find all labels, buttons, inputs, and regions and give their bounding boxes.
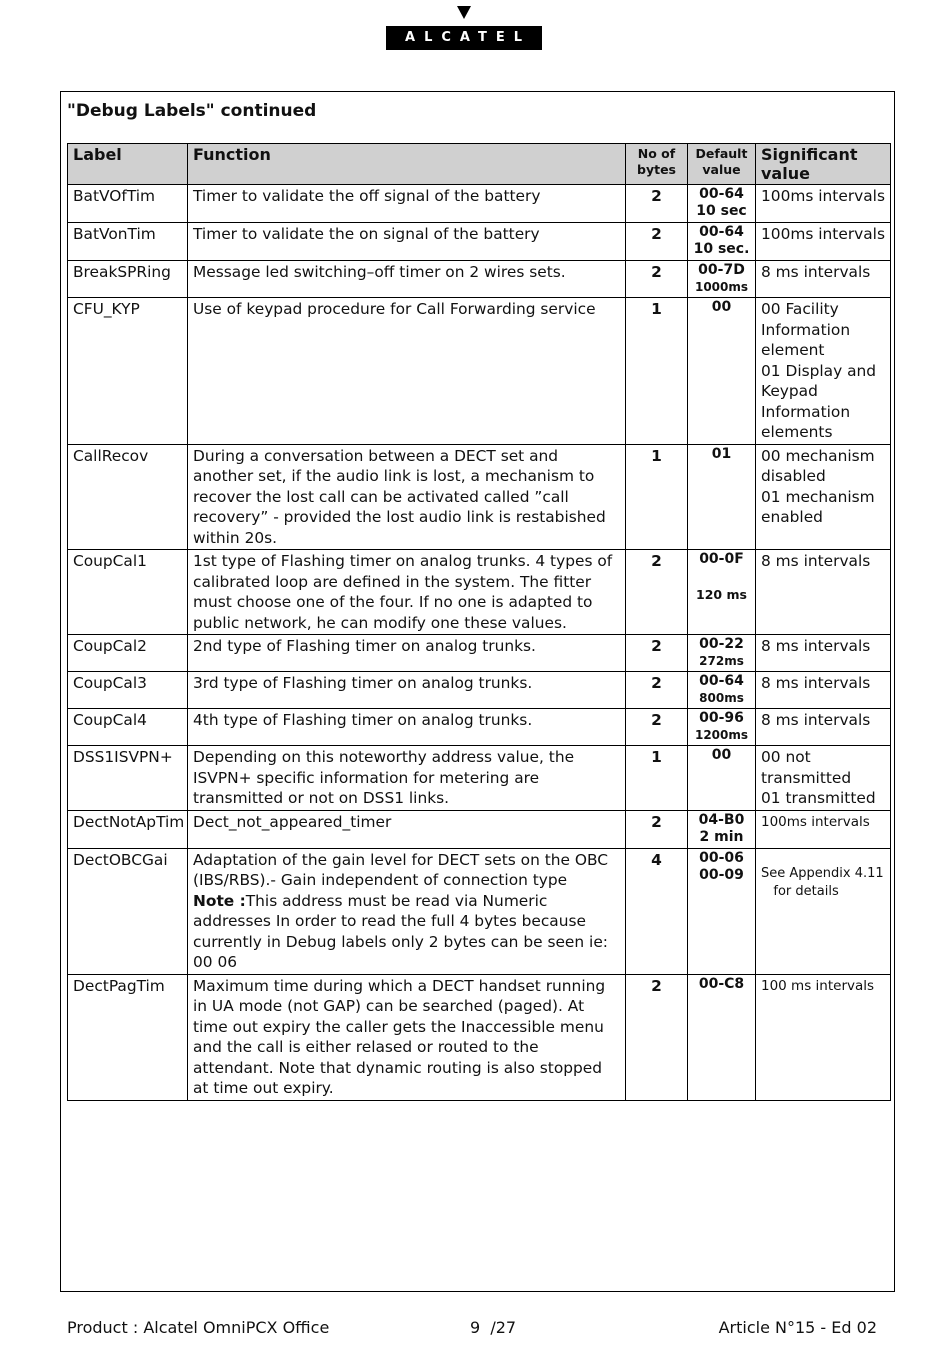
row-function: Timer to validate the off signal of the battery bbox=[188, 185, 626, 223]
default-value: 00-7D bbox=[698, 262, 745, 278]
table-row bbox=[68, 672, 891, 709]
row-function: 2nd type of Flashing timer on analog trunks. bbox=[188, 635, 626, 672]
table-row bbox=[68, 261, 891, 298]
default-value: 00-06 bbox=[699, 849, 744, 866]
row-function: Use of keypad procedure for Call Forwarding service bbox=[188, 298, 626, 445]
row-function: During a conversation between a DECT set and another set, if the audio link is lost, a mechanism to recover the lost call can be activated called ”call recovery” - provided the lost audio link is restabished within 20s. bbox=[188, 444, 626, 550]
row-significant: 00 Facility Information element 01 Display and Keypad Information elements bbox=[756, 298, 891, 445]
row-bytes: 2 bbox=[626, 261, 688, 298]
row-label: BatVOfTim bbox=[68, 185, 188, 223]
row-default bbox=[688, 672, 756, 709]
row-default bbox=[688, 261, 756, 298]
default-sub: 10 sec bbox=[696, 203, 747, 219]
footer-article: Article N°15 - Ed 02 bbox=[718, 1318, 877, 1337]
row-bytes: 2 bbox=[626, 550, 688, 635]
row-label: BatVonTim bbox=[68, 223, 188, 261]
default-value: 00-64 bbox=[699, 186, 744, 202]
row-label: CoupCal4 bbox=[68, 709, 188, 746]
default-value: 00-C8 bbox=[698, 975, 745, 992]
row-function: 4th type of Flashing timer on analog trunks. bbox=[188, 709, 626, 746]
row-significant: 100ms intervals bbox=[756, 810, 891, 848]
table-header-row bbox=[68, 144, 891, 185]
default-value: 00-22 bbox=[699, 636, 744, 652]
default-sub: 10 sec. bbox=[693, 241, 750, 257]
row-bytes: 2 bbox=[626, 185, 688, 223]
default-sub: 1200ms bbox=[694, 728, 749, 742]
row-function: Dect_not_appeared_timer bbox=[188, 810, 626, 848]
table-row bbox=[68, 974, 891, 1100]
row-default bbox=[688, 223, 756, 261]
row-significant: 100ms intervals bbox=[756, 223, 891, 261]
row-label: CFU_KYP bbox=[68, 298, 188, 445]
header-significant-value: Significant value bbox=[756, 144, 891, 185]
header-function: Function bbox=[188, 144, 626, 185]
row-function: Maximum time during which a DECT handset running in UA mode (not GAP) can be searched (paged). At time out expiry the caller gets the Inaccessible menu and the call is either relased or routed to the attendant. Note that dynamic routing is also stopped at time out expiry. bbox=[188, 974, 626, 1100]
row-bytes: 2 bbox=[626, 810, 688, 848]
alcatel-logo bbox=[386, 6, 542, 46]
row-bytes: 2 bbox=[626, 709, 688, 746]
row-significant: 00 not transmitted 01 transmitted bbox=[756, 746, 891, 811]
row-label: BreakSPRing bbox=[68, 261, 188, 298]
table-row bbox=[68, 185, 891, 223]
table-row bbox=[68, 223, 891, 261]
table-row bbox=[68, 746, 891, 811]
row-default bbox=[688, 298, 756, 445]
row-label: DSS1ISVPN+ bbox=[68, 746, 188, 811]
footer-page-number: 9 /27 bbox=[470, 1318, 517, 1337]
function-text: Adaptation of the gain level for DECT sets on the OBC (IBS/RBS).- Gain independent of connection type bbox=[193, 850, 609, 889]
default-sub: 2 min bbox=[699, 828, 744, 845]
footer-product: Product : Alcatel OmniPCX Office bbox=[67, 1318, 330, 1337]
default-value: 00-64 bbox=[699, 224, 744, 240]
row-default bbox=[688, 974, 756, 1100]
debug-labels-table bbox=[67, 143, 891, 1101]
row-default bbox=[688, 635, 756, 672]
default-value: 00 bbox=[711, 299, 732, 315]
row-significant: 8 ms intervals bbox=[756, 709, 891, 746]
row-function bbox=[188, 848, 626, 974]
row-default bbox=[688, 185, 756, 223]
row-label: CallRecov bbox=[68, 444, 188, 550]
default-sub: 272ms bbox=[699, 654, 744, 668]
default-sub: 00-09 bbox=[699, 866, 744, 883]
row-default bbox=[688, 746, 756, 811]
row-label: CoupCal2 bbox=[68, 635, 188, 672]
logo-text: ALCATEL bbox=[386, 26, 542, 50]
row-default bbox=[688, 444, 756, 550]
row-label: CoupCal1 bbox=[68, 550, 188, 635]
default-value: 00-0F bbox=[699, 551, 744, 567]
row-default bbox=[688, 848, 756, 974]
section-title: "Debug Labels" continued bbox=[67, 101, 317, 121]
row-function: Message led switching–off timer on 2 wires sets. bbox=[188, 261, 626, 298]
row-bytes: 1 bbox=[626, 298, 688, 445]
row-significant: 8 ms intervals bbox=[756, 672, 891, 709]
row-label: CoupCal3 bbox=[68, 672, 188, 709]
row-bytes: 2 bbox=[626, 635, 688, 672]
row-label: DectOBCGai bbox=[68, 848, 188, 974]
row-bytes: 2 bbox=[626, 223, 688, 261]
row-label: DectNotApTim bbox=[68, 810, 188, 848]
row-bytes: 1 bbox=[626, 746, 688, 811]
header-no-of-bytes: No of bytes bbox=[626, 144, 688, 185]
row-significant: See Appendix 4.11 for details bbox=[756, 848, 891, 974]
default-sub: 1000ms bbox=[694, 280, 749, 294]
table-row bbox=[68, 810, 891, 848]
row-significant: 00 mechanism disabled 01 mechanism enabled bbox=[756, 444, 891, 550]
logo-triangle-icon bbox=[457, 6, 471, 19]
note-label: Note : bbox=[193, 891, 246, 910]
table-row bbox=[68, 848, 891, 974]
table-row bbox=[68, 709, 891, 746]
row-function: 3rd type of Flashing timer on analog trunks. bbox=[188, 672, 626, 709]
note-text: This address must be read via Numeric addresses In order to read the full 4 bytes because currently in Debug labels only 2 bytes can be seen ie: 00 06 bbox=[193, 891, 608, 971]
row-label: DectPagTim bbox=[68, 974, 188, 1100]
default-value: 00-64 bbox=[699, 673, 744, 689]
row-function: 1st type of Flashing timer on analog trunks. 4 types of calibrated loop are defined in the system. The fitter must choose one of the four. If no one is adapted to public network, he can modify one these values. bbox=[188, 550, 626, 635]
row-bytes: 1 bbox=[626, 444, 688, 550]
row-function: Depending on this noteworthy address value, the ISVPN+ specific information for metering are transmitted or not on DSS1 links. bbox=[188, 746, 626, 811]
default-sub: 800ms bbox=[699, 691, 744, 705]
row-significant: 8 ms intervals bbox=[756, 550, 891, 635]
row-bytes: 2 bbox=[626, 672, 688, 709]
row-significant: 8 ms intervals bbox=[756, 261, 891, 298]
row-bytes: 4 bbox=[626, 848, 688, 974]
row-bytes: 2 bbox=[626, 974, 688, 1100]
default-value: 01 bbox=[711, 445, 732, 462]
row-significant: 8 ms intervals bbox=[756, 635, 891, 672]
table-row bbox=[68, 298, 891, 445]
row-default bbox=[688, 810, 756, 848]
header-default-value: Default value bbox=[688, 144, 756, 185]
row-function: Timer to validate the on signal of the battery bbox=[188, 223, 626, 261]
default-value: 00 bbox=[711, 747, 732, 763]
row-default bbox=[688, 550, 756, 635]
row-significant: 100 ms intervals bbox=[756, 974, 891, 1100]
table-row bbox=[68, 635, 891, 672]
table-row bbox=[68, 444, 891, 550]
table-row bbox=[68, 550, 891, 635]
default-sub: 120 ms bbox=[696, 587, 747, 602]
header-label: Label bbox=[68, 144, 188, 185]
row-significant: 100ms intervals bbox=[756, 185, 891, 223]
default-value: 04-B0 bbox=[698, 811, 745, 828]
default-value: 00-96 bbox=[699, 710, 744, 726]
row-default bbox=[688, 709, 756, 746]
